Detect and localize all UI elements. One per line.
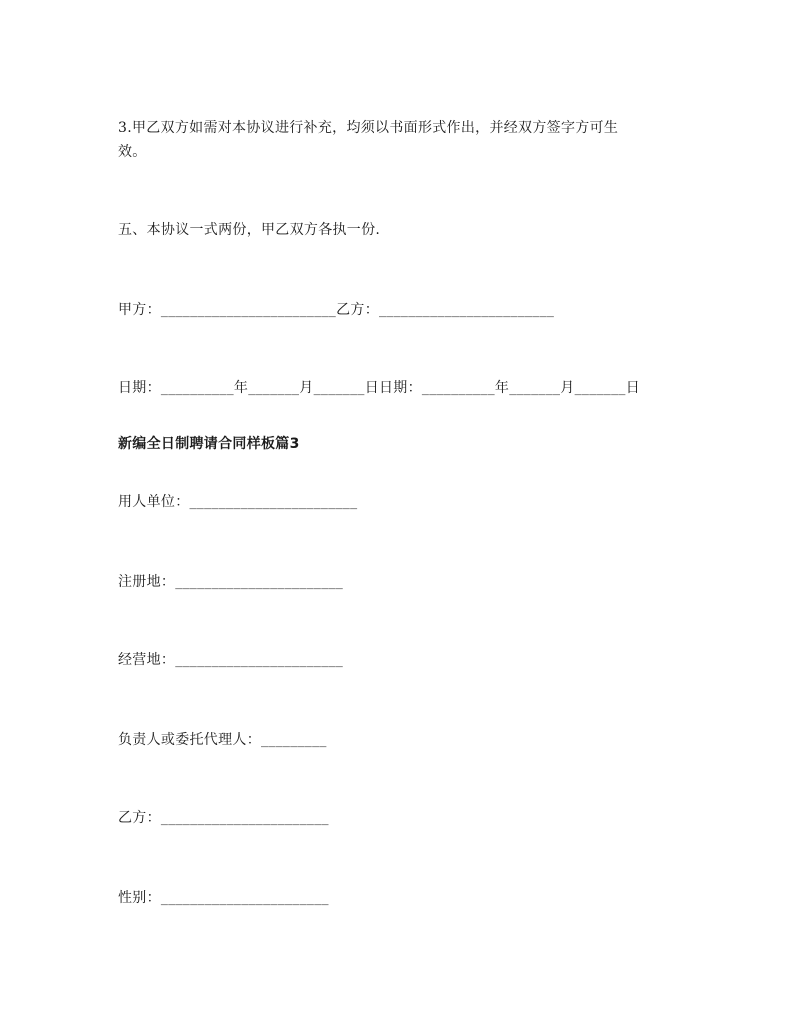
clause-5: 五、本协议一式两份，甲乙双方各执一份. <box>118 222 381 238</box>
gender-field: 性别：_______________________ <box>118 890 329 906</box>
business-address-field: 经营地：_______________________ <box>118 652 344 668</box>
registered-address-field: 注册地：_______________________ <box>118 574 344 590</box>
employer-field: 用人单位：_______________________ <box>118 494 358 510</box>
party-b-field: 乙方：_______________________ <box>118 810 329 826</box>
date-line: 日期：__________年_______月_______日日期：__________年_______月_______日 <box>118 380 640 396</box>
clause-3-line-2: 效。 <box>118 144 147 160</box>
signature-line: 甲方：________________________乙方：________________________ <box>118 302 555 318</box>
clause-3-line-1: 3.甲乙双方如需对本协议进行补充，均须以书面形式作出，并经双方签字方可生 <box>118 120 619 136</box>
section-title: 新编全日制聘请合同样板篇3 <box>118 436 300 452</box>
representative-field: 负责人或委托代理人：_________ <box>118 732 327 748</box>
